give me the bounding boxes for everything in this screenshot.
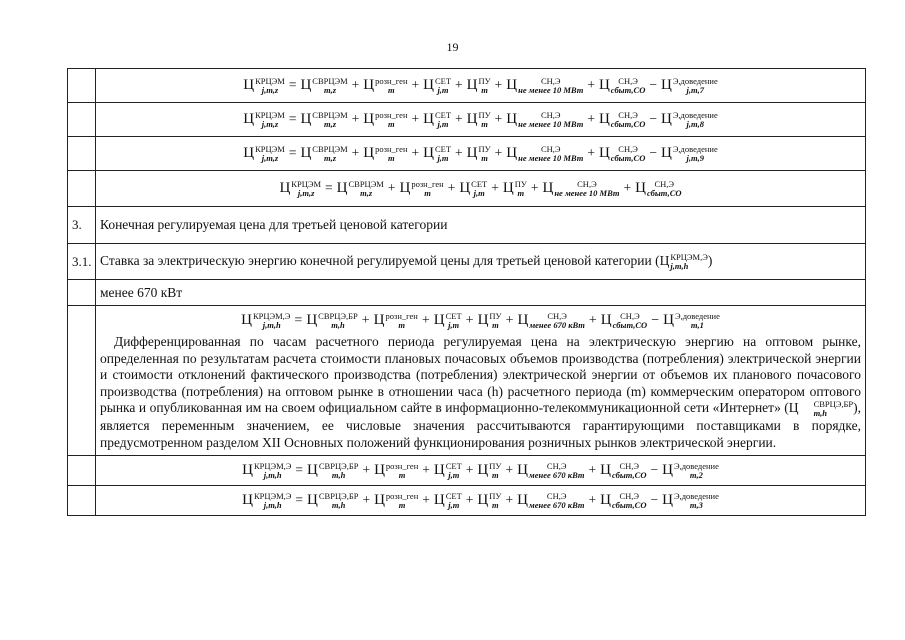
formula-lhs: Ц КРЦЭМ,Э j,m,h <box>241 311 291 330</box>
formula-term: Ц СЕТ j,m <box>433 311 462 330</box>
formula-row <box>96 171 866 207</box>
operator: − <box>651 313 660 329</box>
operator: = <box>288 144 297 160</box>
operator: + <box>491 179 499 195</box>
operator: = <box>325 179 333 195</box>
operator: + <box>465 313 474 329</box>
row-number-empty <box>68 103 96 137</box>
operator: − <box>649 144 657 160</box>
formula-term: Ц СН,Э менее 670 кВт <box>517 311 585 330</box>
operator: = <box>288 110 297 126</box>
operator: + <box>623 179 632 195</box>
row-number-empty <box>68 69 96 103</box>
formula-term: Ц Э,доведение j,m,8 <box>660 109 718 129</box>
operator: + <box>505 491 514 507</box>
operator: + <box>351 76 360 92</box>
operator: + <box>494 144 503 160</box>
capacity-label: менее 670 кВт <box>96 280 866 306</box>
operator: = <box>295 491 304 507</box>
formula-term: Ц Э,доведение m,1 <box>663 311 720 330</box>
formula-term: Ц ПУ m <box>477 490 502 510</box>
section-number: 3. <box>68 207 96 244</box>
operator: + <box>587 76 595 92</box>
subsection-number: 3.1. <box>68 244 96 280</box>
row-number-empty <box>68 456 96 486</box>
formula-with-description <box>96 306 866 456</box>
formula-term: Ц Э,доведение j,m,9 <box>660 143 718 163</box>
operator: + <box>351 144 360 160</box>
operator: − <box>649 76 657 92</box>
formula-term: Ц СН,Э не менее 10 МВт <box>506 75 584 95</box>
operator: + <box>455 110 463 126</box>
operator: + <box>422 461 430 477</box>
formula-term: Ц розн_ген m <box>374 490 419 510</box>
formula-term: Ц розн_ген m <box>373 311 418 330</box>
formula-row <box>96 456 866 486</box>
formula-term: Ц розн_ген m <box>363 75 408 95</box>
operator: + <box>422 491 430 507</box>
operator: + <box>505 461 514 477</box>
formula-lhs: Ц КРЦЭМ j,m,z <box>243 109 285 129</box>
formula-term: Ц Э,доведение j,m,7 <box>660 75 718 95</box>
operator: + <box>588 313 597 329</box>
row-number-empty <box>68 171 96 207</box>
formula-term: Ц СН,Э не менее 10 МВт <box>506 143 584 163</box>
formula-term: Ц СВРЦЭМ m,z <box>300 109 348 129</box>
operator: + <box>421 313 430 329</box>
formula-term: Ц СВРЦЭ,БР m,h <box>307 460 359 480</box>
operator: = <box>288 76 297 92</box>
row-number-empty <box>68 137 96 171</box>
formula-term: Ц СН,Э менее 670 кВт <box>517 460 585 480</box>
operator: + <box>530 179 539 195</box>
formula-term: Ц розн_ген m <box>363 109 408 129</box>
formula-term: Ц розн_ген m <box>374 460 419 480</box>
operator: + <box>494 76 503 92</box>
formula-term: Ц СВРЦЭ,БР m,h <box>306 311 358 330</box>
operator: + <box>362 491 371 507</box>
formula-term: Ц ПУ m <box>466 75 491 95</box>
formula-term: Ц ПУ m <box>477 311 502 330</box>
formula-term: Ц ПУ m <box>466 109 491 129</box>
operator: + <box>455 76 463 92</box>
operator: − <box>650 461 659 477</box>
formula-row <box>96 69 866 103</box>
operator: = <box>295 461 304 477</box>
operator: + <box>588 461 597 477</box>
operator: + <box>411 144 420 160</box>
formula-term: Ц СВРЦЭМ m,z <box>300 75 348 95</box>
operator: + <box>351 110 360 126</box>
formula-term: Ц Э,доведение m,2 <box>662 460 719 480</box>
formula-row <box>96 103 866 137</box>
formula-lhs: Ц КРЦЭМ j,m,z <box>279 178 322 198</box>
formula-term: Ц ПУ m <box>502 178 527 198</box>
operator: − <box>649 110 657 126</box>
formula-lhs: Ц КРЦЭМ j,m,z <box>243 143 285 163</box>
operator: + <box>361 313 370 329</box>
operator: + <box>587 144 595 160</box>
formula-term: Ц СВРЦЭМ m,z <box>336 178 384 198</box>
description-paragraph: Дифференцированная по часам расчетного периода регулируемая цена на электрическую энергию на оптовом рынке, определенная по результатам расчета стоимости плановых почасовых объемов производства (потребления) электрической энергии и стоимости отклонений фактического производства (потребления) электрической энергии от объемов их планового почасового производства (потребления) на оптовом рынке в отношении часа (h) расчетного периода (m) коммерческим оператором оптового рынка и опубликованная им на своем официальном сайте в информационно-телекоммуникационной сети «Интернет» (Ц СВРЦЭ,БР m,h ), является переменным значением, ее числовые значения рассчитываются гарантирующими поставщиками в порядке, предусмотренном разделом XII Основных положений функционирования розничных рынков электрической энергии. <box>100 334 861 450</box>
formula-term: Ц СН,Э сбыт,СО <box>600 460 647 480</box>
operator: + <box>411 76 420 92</box>
formula-term: Ц СЕТ j,m <box>433 490 462 510</box>
formula-row <box>96 137 866 171</box>
formula-term: Ц розн_ген m <box>363 143 408 163</box>
formula-term: Ц СЕТ j,m <box>433 460 462 480</box>
operator: + <box>362 461 371 477</box>
formula-term: Ц розн_ген m <box>399 178 444 198</box>
row-number-empty <box>68 486 96 516</box>
formula-term: Ц СЕТ j,m <box>459 178 488 198</box>
formula-term: Ц СЕТ j,m <box>423 75 452 95</box>
formula-term: Ц СВРЦЭМ m,z <box>300 143 348 163</box>
formula-term: Ц СН,Э сбыт,СО <box>635 178 682 198</box>
row-number-empty <box>68 280 96 306</box>
formula-row <box>96 486 866 516</box>
operator: + <box>465 461 474 477</box>
tariff-table <box>67 68 866 516</box>
formula-term: Ц СН,Э сбыт,СО <box>598 143 646 163</box>
formula-term: Ц ПУ m <box>466 143 491 163</box>
subsection-title: Ставка за электрическую энергию конечной регулируемой цены для третьей ценовой категории (Ц КРЦЭМ,Э j,m,h ) <box>96 244 866 280</box>
operator: + <box>455 144 463 160</box>
formula-term: Ц Э,доведение m,3 <box>662 490 719 510</box>
formula-term: Ц СН,Э не менее 10 МВт <box>542 178 620 198</box>
operator: + <box>505 313 514 329</box>
operator: + <box>465 491 474 507</box>
page-number: 19 <box>446 40 459 54</box>
operator: + <box>587 110 595 126</box>
formula-lhs: Ц КРЦЭМ,Э j,m,h <box>242 460 292 480</box>
formula-term: Ц СН,Э сбыт,СО <box>598 75 646 95</box>
row-number-empty <box>68 306 96 456</box>
formula-term: Ц СЕТ j,m <box>423 143 452 163</box>
operator: + <box>411 110 420 126</box>
formula-lhs: Ц КРЦЭМ,Э j,m,h <box>242 490 292 510</box>
formula-term: Ц СН,Э менее 670 кВт <box>517 490 585 510</box>
operator: + <box>588 491 597 507</box>
formula-term: Ц ПУ m <box>477 460 502 480</box>
formula-term: Ц СВРЦЭ,БР m,h <box>307 490 359 510</box>
operator: + <box>494 110 503 126</box>
operator: + <box>447 179 456 195</box>
formula-term: Ц СН,Э сбыт,СО <box>598 109 646 129</box>
operator: − <box>650 491 659 507</box>
formula-term: Ц СН,Э не менее 10 МВт <box>506 109 584 129</box>
formula-term: Ц СН,Э сбыт,СО <box>600 311 648 330</box>
formula-term: Ц СЕТ j,m <box>423 109 452 129</box>
formula-row <box>100 312 861 330</box>
formula-term: Ц СН,Э сбыт,СО <box>600 490 647 510</box>
operator: = <box>294 313 303 329</box>
formula-lhs: Ц КРЦЭМ j,m,z <box>243 75 285 95</box>
operator: + <box>387 179 396 195</box>
section-title: Конечная регулируемая цена для третьей ценовой категории <box>96 207 866 244</box>
